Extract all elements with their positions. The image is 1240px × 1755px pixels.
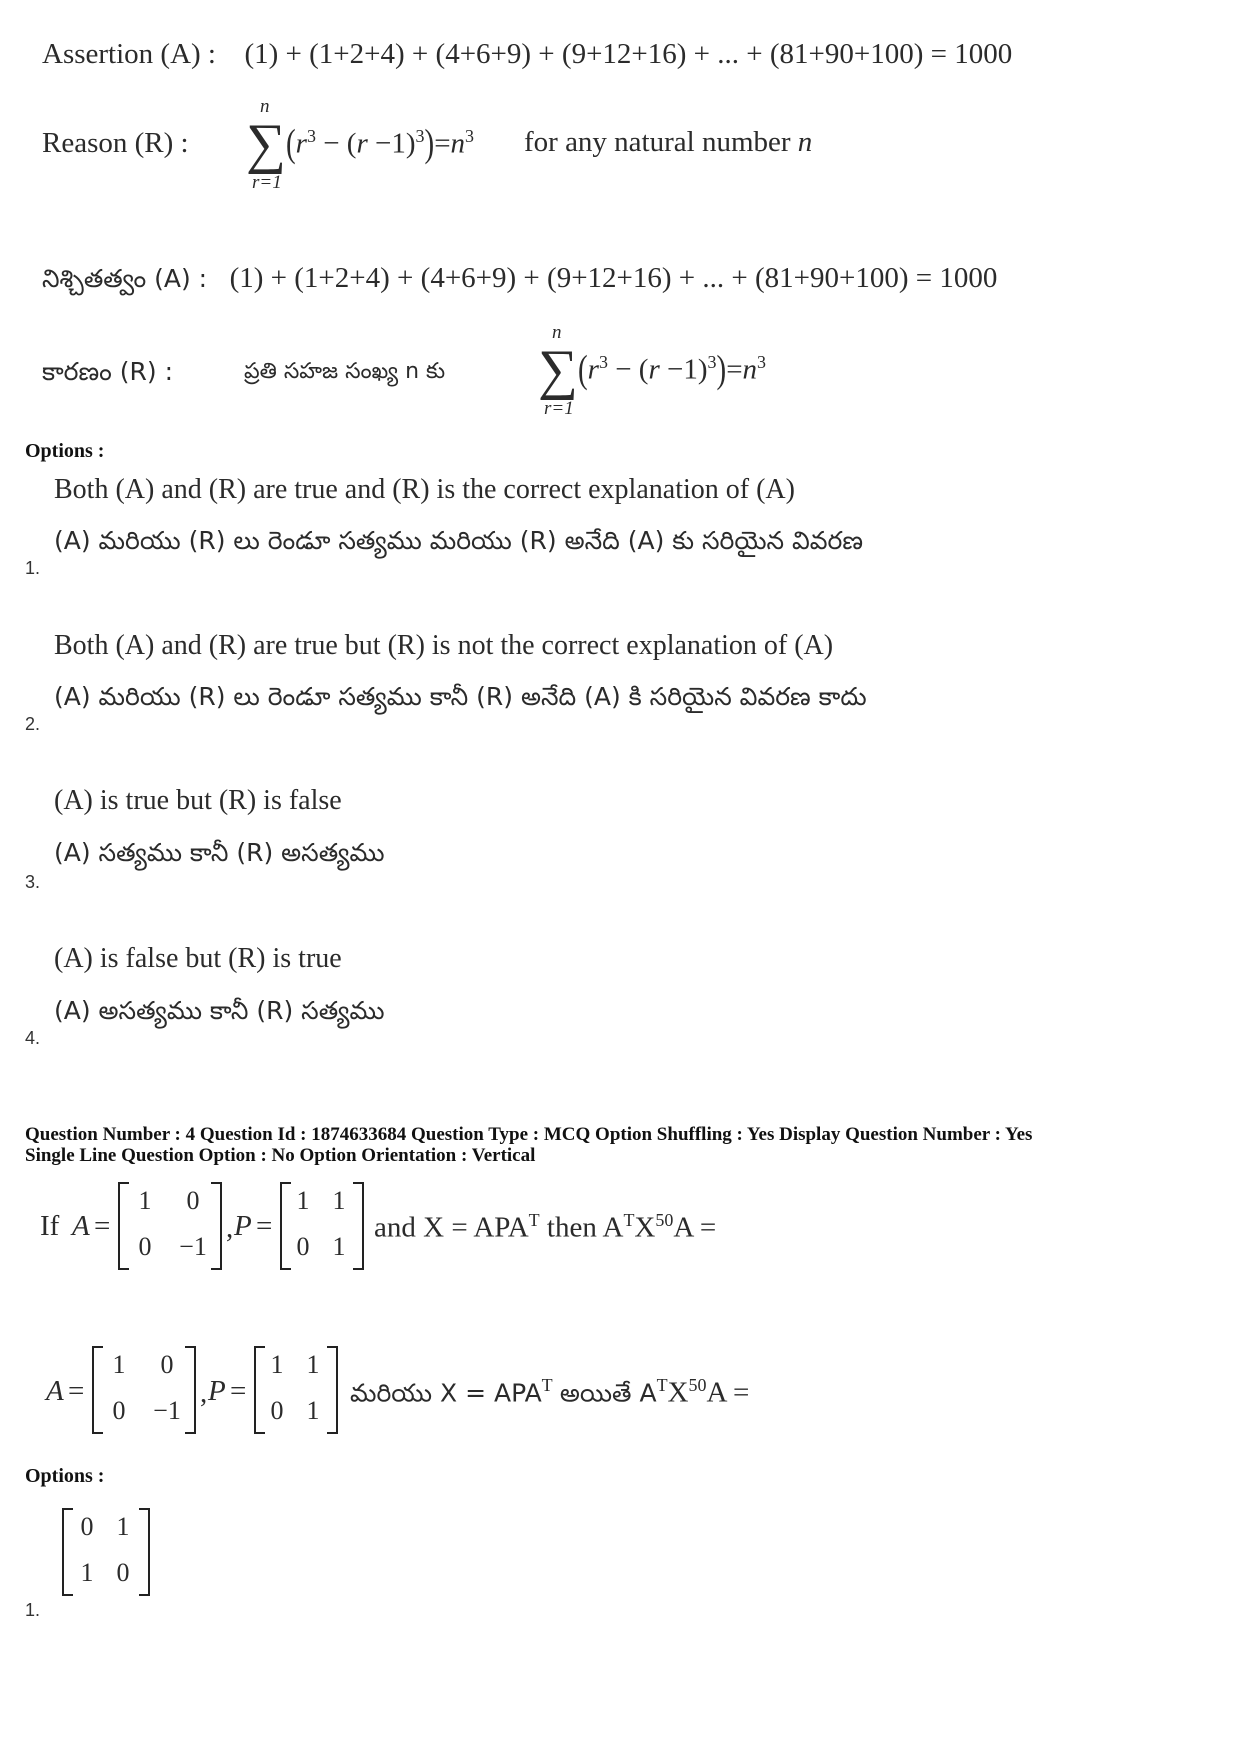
q4-te-and: మరియు X = APA [350, 1378, 542, 1408]
matrix-cell: 1 [116, 1512, 130, 1541]
assertion-en-label: Assertion (A) : [42, 38, 216, 70]
q4-option-1-number: 1. [25, 1600, 41, 1620]
q3-option-1-number: 1. [25, 558, 41, 578]
matrix-cell: 1 [332, 1186, 346, 1215]
matrix-cell: 0 [112, 1396, 126, 1425]
q4-en-eq-a: = [94, 1210, 111, 1242]
matrix-cell: 1 [296, 1186, 310, 1215]
matrix-cell: 1 [138, 1186, 152, 1215]
q4-te-eq-a: = [68, 1375, 85, 1407]
assertion-en-expression: (1) + (1+2+4) + (4+6+9) + (9+12+16) + ... + (81+90+100) = 1000 [244, 38, 1013, 70]
q4-meta [25, 1124, 1032, 1166]
q4-option-1-matrix [62, 1508, 150, 1596]
q4-te-x: X [667, 1376, 689, 1409]
q3-option-4-te: (A) అసత్యము కానీ (R) సత్యము [54, 996, 385, 1025]
q4-en-var-a: A [72, 1210, 90, 1242]
q3-option-2-te: (A) మరియు (R) లు రెండూ సత్యము కానీ (R) అనేది (A) కి సరియైన వివరణ కాదు [54, 682, 867, 711]
matrix-cell: 1 [112, 1350, 126, 1379]
q3-option-4-number: 4. [25, 1028, 41, 1048]
q4-en-sup-t1: T [528, 1210, 540, 1230]
q4-te-then: అయితే A [559, 1378, 657, 1408]
q4-en-var-p: P [234, 1210, 252, 1242]
matrix-cell: 0 [296, 1232, 310, 1261]
q4-te-comma: , [200, 1377, 208, 1409]
q4-te-matrix-p [254, 1346, 338, 1434]
matrix-cell: 1 [270, 1350, 284, 1379]
q3-option-1-te: (A) మరియు (R) లు రెండూ సత్యము మరియు (R) అనేది (A) కు సరియైన వివరణ [54, 526, 863, 555]
q4-te-matrix-a [92, 1346, 196, 1434]
q3-option-1-en: Both (A) and (R) are true and (R) is the correct explanation of (A) [54, 474, 795, 505]
matrix-cell: 1 [332, 1232, 346, 1261]
q4-en-sup-t2: T [623, 1210, 635, 1230]
matrix-cell: 0 [160, 1350, 174, 1379]
sigma-te-symbol: ∑ [538, 339, 578, 401]
matrix-cell: −1 [153, 1396, 181, 1425]
q4-te-var-a: A [46, 1375, 64, 1407]
matrix-cell: 0 [116, 1558, 130, 1587]
q4-meta-line1: Question Number : 4 Question Id : 1874633684 Question Type : MCQ Option Shuffling : Yes Display Question Number : Yes [25, 1124, 1033, 1145]
q3-option-4-en: (A) is false but (R) is true [54, 943, 342, 974]
q4-te-sup-50: 50 [688, 1375, 707, 1395]
matrix-cell: 0 [186, 1186, 200, 1215]
q4-en-eq-p: = [256, 1210, 273, 1242]
assertion-te [42, 262, 997, 300]
q4-en-x: X [634, 1211, 656, 1244]
sum-te-upper-limit: n [552, 322, 562, 343]
q3-option-3-number: 3. [25, 872, 41, 892]
matrix-cell: 1 [306, 1350, 320, 1379]
q4-te-eq-p: = [230, 1375, 247, 1407]
q4-options-label: Options : [25, 1465, 105, 1487]
reason-te-formula [538, 318, 838, 428]
sigma-symbol: ∑ [246, 113, 286, 175]
q4-te-condition [350, 1375, 749, 1415]
sum-te-term: $(r^3 - (r -1)^3)=n^3$ [578, 347, 767, 392]
q4-en-condition [374, 1210, 716, 1245]
q3-option-3-te: (A) సత్యము కానీ (R) అసత్యము [54, 838, 385, 867]
assertion-te-expression: (1) + (1+2+4) + (4+6+9) + (9+12+16) + ... + (81+90+100) = 1000 [229, 262, 998, 294]
sum-upper-limit: n [260, 96, 270, 117]
reason-en-label: Reason (R) : [42, 127, 189, 159]
q4-en-then: then A [546, 1211, 624, 1244]
reason-en-suffix: for any natural number [524, 126, 791, 158]
reason-te-label: కారణం (R) : [42, 357, 174, 386]
q4-en-comma: , [226, 1212, 234, 1244]
q4-te-sup-t2: T [656, 1375, 668, 1395]
assertion-te-label: నిశ్చితత్వం (A) : [42, 264, 208, 293]
q4-en-and: and X = APA [374, 1211, 529, 1244]
sum-term: $(r^3 - (r -1)^3)=n^3$ [286, 121, 475, 166]
q4-te-sup-t1: T [541, 1375, 553, 1395]
matrix-cell: 0 [270, 1396, 284, 1425]
reason-te-prefix: ప్రతి సహజ సంఖ్య n కు [244, 359, 446, 384]
matrix-cell: 0 [138, 1232, 152, 1261]
q4-en-matrix-a [118, 1182, 222, 1270]
q4-en-matrix-p [280, 1182, 364, 1270]
sum-te-lower-limit: r=1 [544, 398, 574, 419]
matrix-cell: 0 [80, 1512, 94, 1541]
matrix-cell: 1 [306, 1396, 320, 1425]
assertion-en [42, 38, 1012, 71]
q3-options-label: Options : [25, 440, 105, 462]
matrix-cell: 1 [80, 1558, 94, 1587]
q3-option-3-en: (A) is true but (R) is false [54, 785, 342, 816]
matrix-cell: −1 [179, 1232, 207, 1261]
reason-en-variable: n [797, 126, 813, 158]
q4-meta-line2: Single Line Question Option : No Option Orientation : Vertical [25, 1145, 536, 1166]
q4-te-tail: A = [706, 1376, 750, 1409]
sum-lower-limit: r=1 [252, 172, 282, 193]
q3-option-2-en: Both (A) and (R) are true but (R) is not the correct explanation of (A) [54, 630, 834, 661]
q4-te-var-p: P [208, 1375, 226, 1407]
reason-en-formula [246, 92, 826, 202]
q4-en-sup-50: 50 [655, 1210, 674, 1230]
q4-en-if: If [40, 1210, 60, 1242]
q3-option-2-number: 2. [25, 714, 41, 734]
q4-en-tail: A = [673, 1211, 717, 1244]
